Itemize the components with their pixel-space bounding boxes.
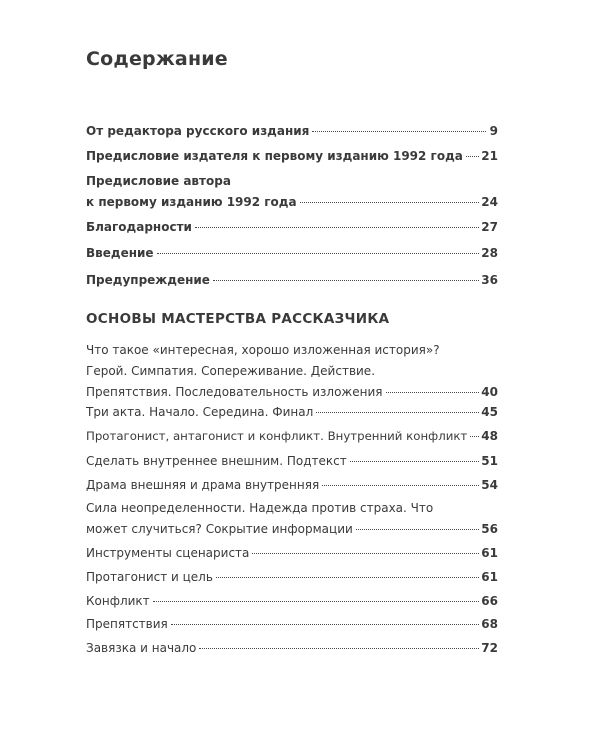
toc-entry[interactable] [86, 402, 498, 423]
toc-entry[interactable] [86, 498, 498, 540]
toc-page-number: 61 [481, 570, 498, 584]
toc-page-number: 45 [481, 405, 498, 419]
dot-leader [195, 227, 479, 228]
toc-entry[interactable] [86, 591, 498, 612]
toc-entry-label: может случиться? Сокрытие информации [86, 522, 353, 536]
dot-leader [322, 485, 479, 486]
toc-entry-introduction[interactable] [86, 243, 498, 264]
toc-entry-acknowledgements[interactable] [86, 217, 498, 238]
toc-entry-label: Протагонист и цель [86, 570, 213, 584]
toc-entry-line: Предисловие автора [86, 174, 231, 188]
toc-entry-author-foreword[interactable] [86, 171, 498, 213]
toc-page-number: 40 [481, 385, 498, 399]
toc-entry-publisher-foreword[interactable] [86, 146, 498, 167]
toc-entry-label: От редактора русского издания [86, 124, 310, 138]
toc-entry-warning[interactable] [86, 270, 498, 291]
toc-page-number: 68 [481, 617, 498, 631]
toc-entry-label: Три акта. Начало. Середина. Финал [86, 405, 314, 419]
toc-entry[interactable] [86, 475, 498, 496]
toc-entry-line: Герой. Симпатия. Сопереживание. Действие. [86, 364, 376, 378]
toc-entry[interactable] [86, 638, 498, 659]
page-title: Содержание [86, 48, 228, 70]
toc-entry-label: Завязка и начало [86, 641, 197, 655]
dot-leader [300, 202, 480, 203]
toc-page-number: 72 [481, 641, 498, 655]
toc-entry[interactable] [86, 614, 498, 635]
toc-entry-label: Предупреждение [86, 273, 210, 287]
toc-entry-line: Что такое «интересная, хорошо изложенная история»? [86, 343, 440, 357]
toc-entry[interactable] [86, 451, 498, 472]
dot-leader [157, 253, 480, 254]
dot-leader [312, 131, 486, 132]
toc-entry-label: Препятствия. Последовательность изложения [86, 385, 383, 399]
toc-entry[interactable] [86, 543, 498, 564]
toc-page-number: 36 [481, 273, 498, 287]
toc-entry[interactable] [86, 340, 498, 403]
toc-page-number: 48 [481, 429, 498, 443]
toc-entry-label: Инструменты сценариста [86, 546, 250, 560]
dot-leader [356, 529, 480, 530]
toc-page-number: 28 [481, 246, 498, 260]
dot-leader [199, 648, 479, 649]
dot-leader [350, 461, 480, 462]
toc-entry-line: Сила неопределенности. Надежда против страха. Что [86, 501, 434, 515]
dot-leader [216, 577, 479, 578]
section-heading: ОСНОВЫ МАСТЕРСТВА РАССКАЗЧИКА [86, 311, 390, 327]
toc-page-number: 56 [481, 522, 498, 536]
toc-page-number: 27 [481, 220, 498, 234]
toc-entry-label: Протагонист, антагонист и конфликт. Внутренний конфликт [86, 429, 468, 443]
dot-leader [470, 436, 479, 437]
dot-leader [213, 280, 479, 281]
dot-leader [316, 412, 479, 413]
toc-entry-label: Драма внешняя и драма внутренняя [86, 478, 320, 492]
dot-leader [386, 392, 480, 393]
toc-page-number: 66 [481, 594, 498, 608]
toc-entry-label: Благодарности [86, 220, 192, 234]
toc-page-number: 21 [481, 149, 498, 163]
dot-leader [171, 624, 480, 625]
toc-entry-editor-foreword[interactable] [86, 121, 498, 142]
toc-page-number: 9 [489, 124, 498, 138]
dot-leader [252, 553, 479, 554]
toc-entry-label: Сделать внутреннее внешним. Подтекст [86, 454, 347, 468]
dot-leader [153, 601, 480, 602]
toc-entry-label: Препятствия [86, 617, 168, 631]
toc-entry-label: Предисловие издателя к первому изданию 1992 года [86, 149, 463, 163]
toc-entry-label: Введение [86, 246, 154, 260]
toc-entry-label: к первому изданию 1992 года [86, 195, 297, 209]
toc-entry-label: Конфликт [86, 594, 150, 608]
toc-entry[interactable] [86, 426, 498, 447]
toc-page-number: 24 [481, 195, 498, 209]
toc-page-number: 61 [481, 546, 498, 560]
dot-leader [466, 156, 479, 157]
toc-page-number: 54 [481, 478, 498, 492]
toc-page-number: 51 [481, 454, 498, 468]
toc-entry[interactable] [86, 567, 498, 588]
